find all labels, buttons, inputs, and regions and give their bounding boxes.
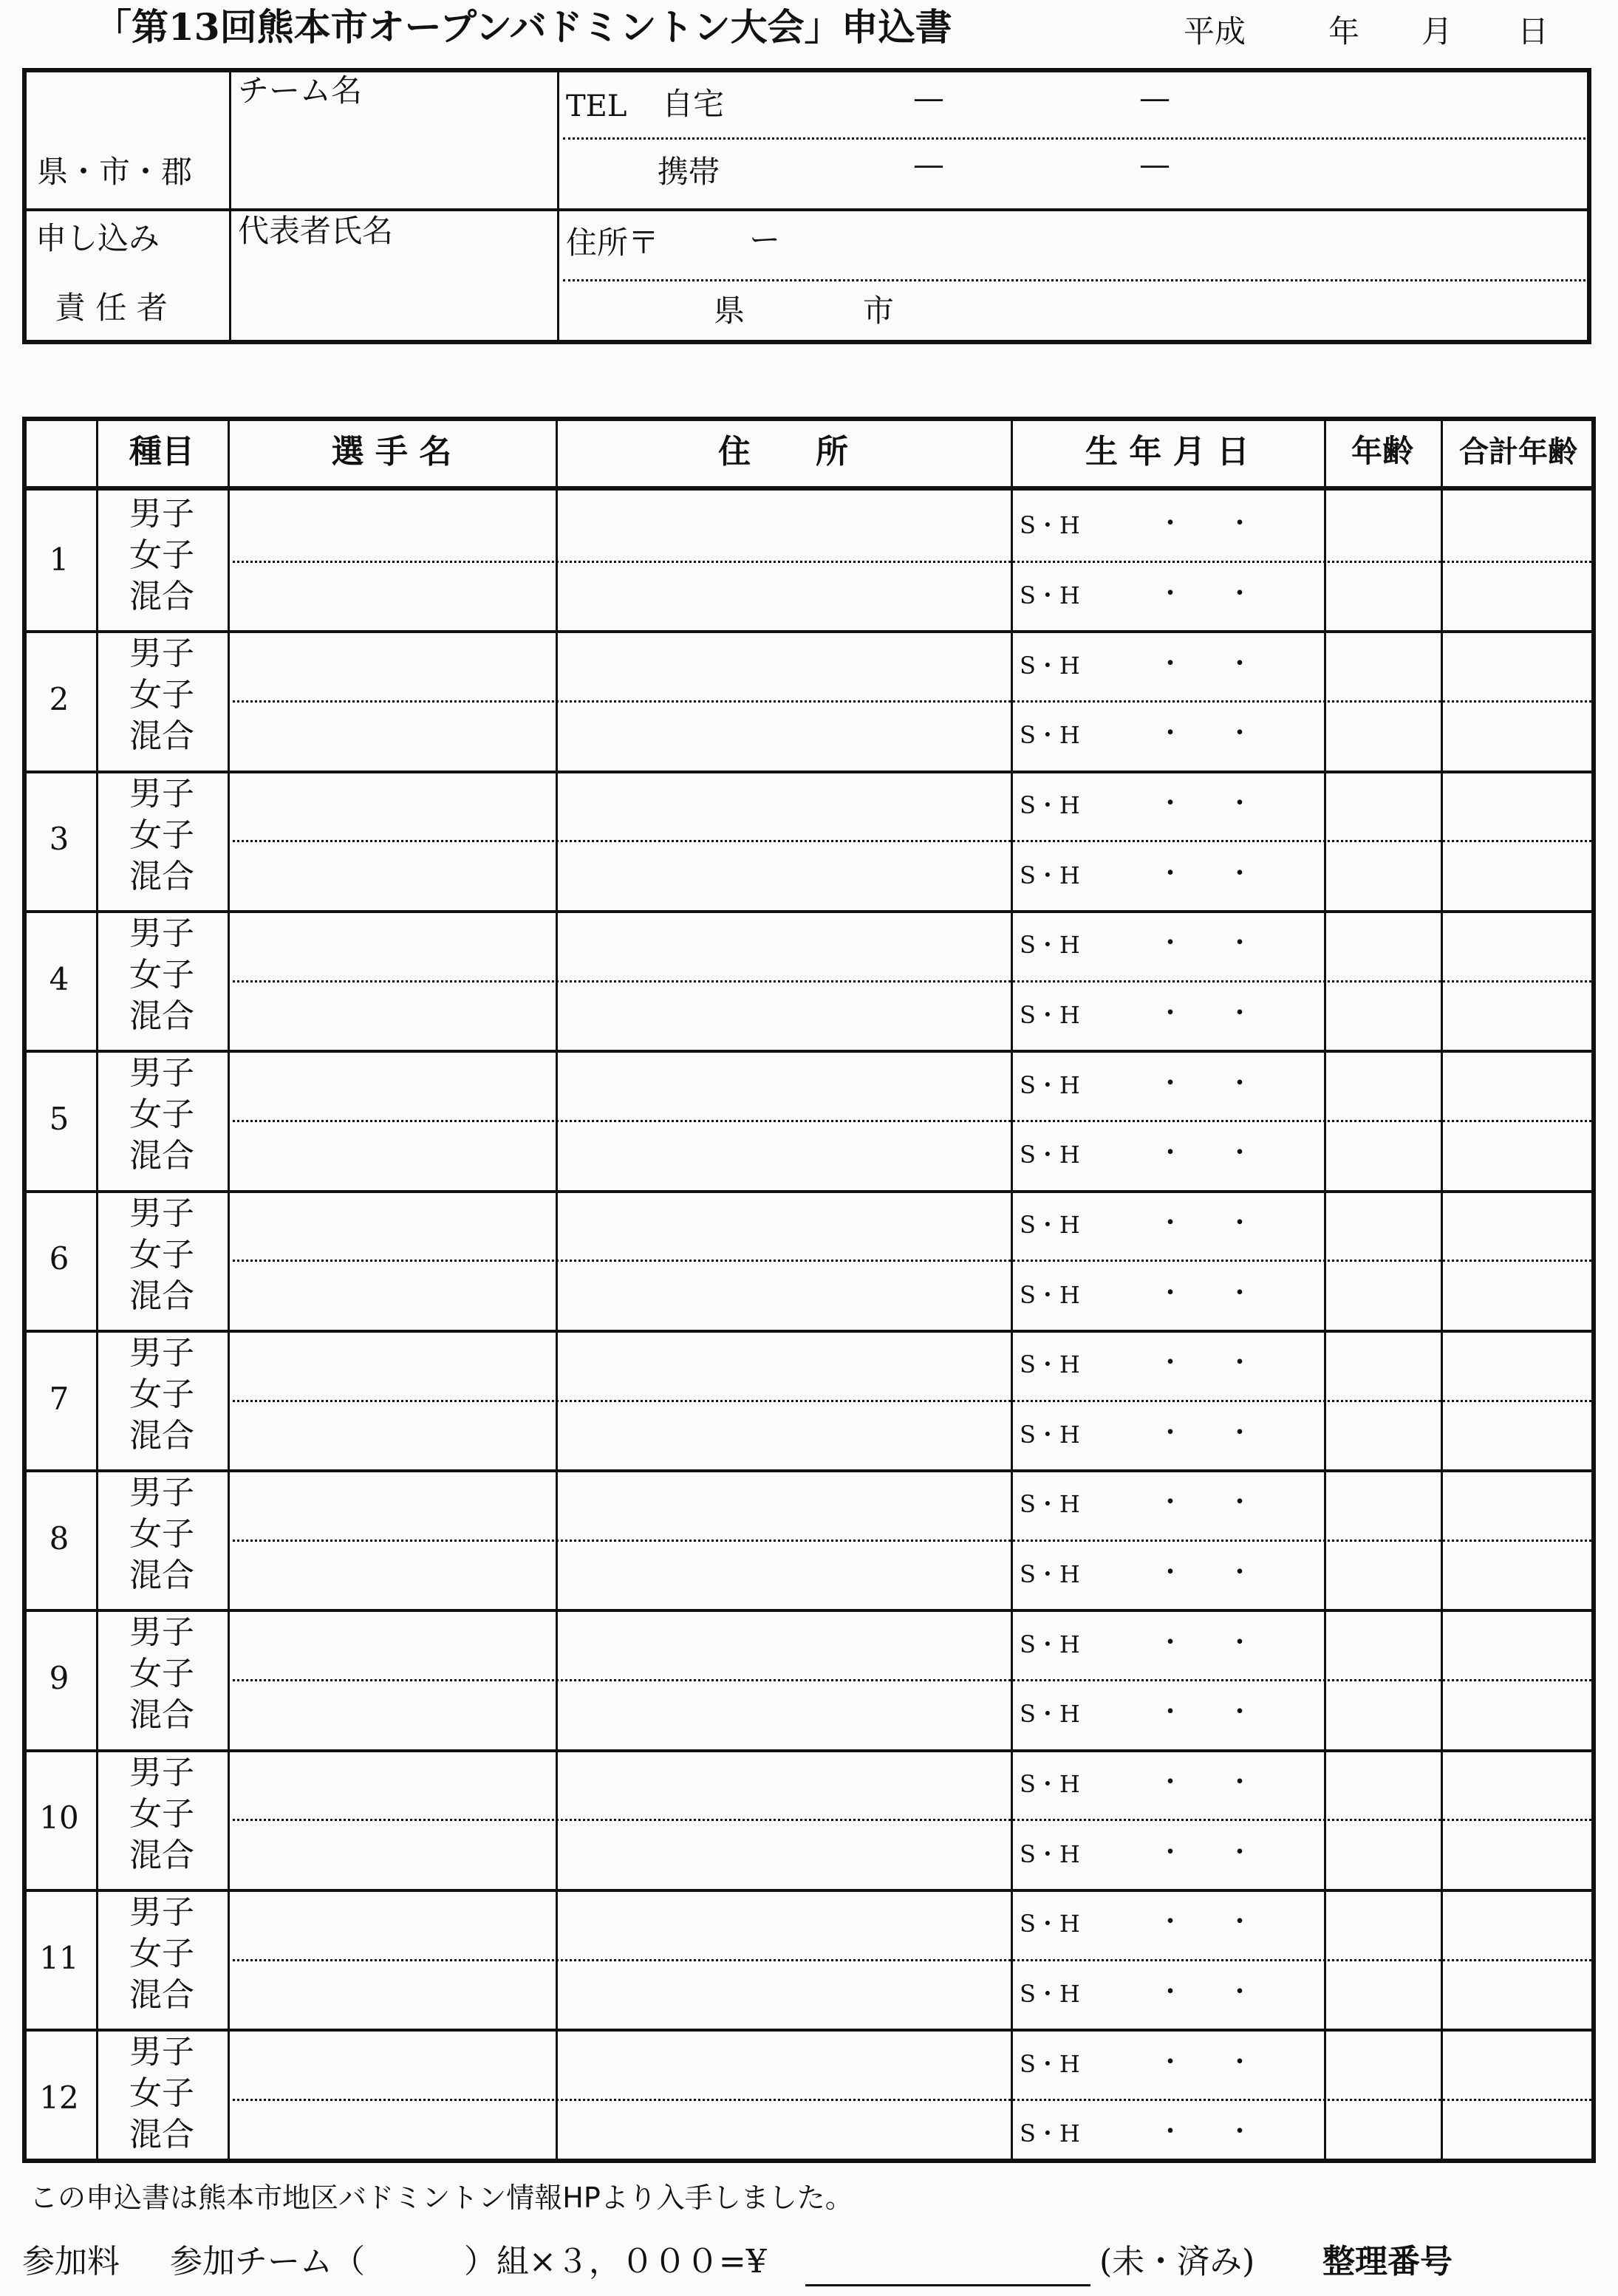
birthdate-field[interactable] xyxy=(1014,1053,1321,1117)
player-name-field[interactable] xyxy=(231,1892,553,1956)
age-field[interactable] xyxy=(1327,913,1438,977)
event-option[interactable]: 女子 xyxy=(129,2074,194,2113)
birth-date-separator: ・ xyxy=(1157,1697,1184,1728)
birthdate-field[interactable] xyxy=(1014,564,1321,628)
age-field[interactable] xyxy=(1327,1892,1438,1956)
player-address-field[interactable] xyxy=(559,1333,1008,1397)
birth-era: S・H xyxy=(1020,1770,1080,1798)
player-name-field[interactable] xyxy=(231,913,553,977)
birth-date-separator: ・ xyxy=(1226,858,1254,889)
birth-date-separator: ・ xyxy=(1226,1277,1254,1308)
birth-date-separator: ・ xyxy=(1157,1417,1184,1448)
birthdate-field[interactable] xyxy=(1014,1612,1321,1676)
birth-date-separator: ・ xyxy=(1157,718,1184,749)
player-address-field[interactable] xyxy=(559,1612,1008,1676)
header-player-name: 選 手 名 xyxy=(331,433,452,471)
birthdate-field[interactable] xyxy=(1014,1752,1321,1817)
mobile-phone-dash: — xyxy=(1139,146,1170,182)
responsible-person-label: 責 任 者 xyxy=(55,290,168,326)
birthdate-field[interactable] xyxy=(1014,633,1321,697)
birth-date-separator: ・ xyxy=(1157,648,1184,679)
row-number: 12 xyxy=(39,2080,79,2116)
team-count-prefix: 参加チーム（ xyxy=(170,2243,365,2280)
age-field[interactable] xyxy=(1327,1682,1438,1746)
total-age-field[interactable] xyxy=(1444,843,1591,907)
age-field[interactable] xyxy=(1327,1053,1438,1117)
age-field[interactable] xyxy=(1327,1333,1438,1397)
birthdate-field[interactable] xyxy=(1014,1682,1321,1746)
total-age-field[interactable] xyxy=(1444,1612,1591,1676)
birth-date-separator: ・ xyxy=(1226,1417,1254,1448)
row-number: 4 xyxy=(49,960,69,997)
birthdate-field[interactable] xyxy=(1014,983,1321,1048)
event-option[interactable]: 女子 xyxy=(129,1935,194,1972)
player-name-field[interactable] xyxy=(231,983,553,1048)
player-name-field[interactable] xyxy=(231,1053,553,1117)
event-option[interactable]: 混合 xyxy=(129,2116,194,2154)
payment-status: (未・済み) xyxy=(1099,2243,1255,2280)
home-phone-label: 自宅 xyxy=(662,86,725,122)
birth-era: S・H xyxy=(1020,1420,1080,1449)
birth-date-separator: ・ xyxy=(1157,1277,1184,1308)
total-age-field[interactable] xyxy=(1444,2032,1591,2096)
event-option[interactable]: 混合 xyxy=(129,1976,194,2014)
player-name-field[interactable] xyxy=(231,1682,553,1746)
applicant-label: 申し込み xyxy=(35,220,160,256)
header-address: 住 所 xyxy=(718,433,848,471)
event-option[interactable]: 男子 xyxy=(129,635,194,673)
birth-date-separator: ・ xyxy=(1226,1697,1254,1728)
player-address-field[interactable] xyxy=(559,1472,1008,1537)
player-address-field[interactable] xyxy=(559,1892,1008,1956)
birth-era: S・H xyxy=(1020,2049,1080,2078)
row-number: 7 xyxy=(49,1380,69,1417)
player-address-field[interactable] xyxy=(559,843,1008,907)
player-name-field[interactable] xyxy=(231,1822,553,1886)
event-option[interactable]: 男子 xyxy=(129,1333,194,1372)
age-field[interactable] xyxy=(1327,1403,1438,1467)
birth-date-separator: ・ xyxy=(1157,1487,1184,1518)
player-address-field[interactable] xyxy=(559,1752,1008,1817)
home-phone-dash: — xyxy=(913,80,944,116)
row-number: 8 xyxy=(49,1520,69,1557)
birth-date-separator: ・ xyxy=(1157,1767,1184,1797)
player-address-field[interactable] xyxy=(559,1123,1008,1187)
age-field[interactable] xyxy=(1327,1542,1438,1607)
representative-name-label: 代表者氏名 xyxy=(238,213,394,249)
header-total-age: 合計年齢 xyxy=(1459,434,1577,469)
birth-date-separator: ・ xyxy=(1157,1067,1184,1099)
row-number: 11 xyxy=(39,1939,79,1976)
event-option[interactable]: 女子 xyxy=(129,1235,194,1274)
birth-era: S・H xyxy=(1020,1210,1080,1239)
player-address-field[interactable] xyxy=(559,1403,1008,1467)
total-age-field[interactable] xyxy=(1444,1542,1591,1607)
player-address-field[interactable] xyxy=(559,1193,1008,1257)
player-address-field[interactable] xyxy=(559,1822,1008,1886)
source-note: この申込書は熊本市地区バドミントン情報HPより入手しました。 xyxy=(30,2181,853,2214)
birth-era: S・H xyxy=(1020,2119,1080,2148)
region-label: 県・市・郡 xyxy=(37,154,193,190)
player-address-field[interactable] xyxy=(559,633,1008,697)
player-address-field[interactable] xyxy=(559,1542,1008,1607)
birth-date-separator: ・ xyxy=(1226,1557,1254,1588)
total-age-field[interactable] xyxy=(1444,1263,1591,1327)
birth-date-separator: ・ xyxy=(1226,1067,1254,1099)
birth-date-separator: ・ xyxy=(1226,1347,1254,1378)
row-number: 10 xyxy=(39,1800,79,1837)
birth-era: S・H xyxy=(1020,1630,1080,1658)
tel-label: TEL xyxy=(566,89,627,123)
birthdate-field[interactable] xyxy=(1014,1123,1321,1187)
age-field[interactable] xyxy=(1327,2032,1438,2096)
birthdate-field[interactable] xyxy=(1014,1542,1321,1607)
birth-era: S・H xyxy=(1020,1350,1080,1379)
birth-date-separator: ・ xyxy=(1226,1907,1254,1938)
birth-date-separator: ・ xyxy=(1226,1207,1254,1238)
player-name-field[interactable] xyxy=(231,1752,553,1817)
serial-number-label: 整理番号 xyxy=(1322,2243,1453,2280)
fee-amount-field[interactable] xyxy=(813,2241,1086,2283)
event-option[interactable]: 混合 xyxy=(129,1277,194,1315)
player-name-field[interactable] xyxy=(231,1263,553,1327)
event-option[interactable]: 女子 xyxy=(129,676,194,714)
player-address-field[interactable] xyxy=(559,913,1008,977)
birthdate-field[interactable] xyxy=(1014,1472,1321,1537)
event-option[interactable]: 混合 xyxy=(129,1557,194,1595)
player-name-field[interactable] xyxy=(231,843,553,907)
birth-date-separator: ・ xyxy=(1226,928,1254,959)
birth-date-separator: ・ xyxy=(1157,1977,1184,2007)
player-address-field[interactable] xyxy=(559,773,1008,838)
player-name-field[interactable] xyxy=(231,703,553,768)
player-name-field[interactable] xyxy=(231,633,553,697)
player-address-field[interactable] xyxy=(559,2032,1008,2096)
date-day: 日 xyxy=(1518,13,1549,49)
event-option[interactable]: 女子 xyxy=(129,816,194,854)
fee-formula: ）組×３，０００=¥ xyxy=(464,2243,767,2280)
player-address-field[interactable] xyxy=(559,2102,1008,2166)
team-name-label: チーム名 xyxy=(238,72,363,109)
birth-date-separator: ・ xyxy=(1157,508,1184,539)
age-field[interactable] xyxy=(1327,703,1438,768)
birth-era: S・H xyxy=(1020,1980,1080,2008)
birth-date-separator: ・ xyxy=(1226,997,1254,1028)
row-number: 2 xyxy=(49,680,69,717)
total-age-field[interactable] xyxy=(1444,1822,1591,1886)
birth-date-separator: ・ xyxy=(1157,1138,1184,1169)
birth-date-separator: ・ xyxy=(1157,858,1184,889)
header-birthdate: 生 年 月 日 xyxy=(1085,433,1249,471)
total-age-field[interactable] xyxy=(1444,1472,1591,1537)
address-field[interactable] xyxy=(566,285,1583,338)
row-number: 5 xyxy=(49,1100,69,1137)
player-address-field[interactable] xyxy=(559,564,1008,628)
birth-date-separator: ・ xyxy=(1226,1767,1254,1797)
player-name-field[interactable] xyxy=(231,564,553,628)
player-name-field[interactable] xyxy=(231,1962,553,2026)
birth-date-separator: ・ xyxy=(1157,1557,1184,1588)
birth-era: S・H xyxy=(1020,1490,1080,1519)
birth-era: S・H xyxy=(1020,721,1080,750)
event-option[interactable]: 混合 xyxy=(129,717,194,756)
mobile-phone-dash: — xyxy=(913,146,944,182)
birth-date-separator: ・ xyxy=(1226,718,1254,749)
birth-date-separator: ・ xyxy=(1226,2046,1254,2077)
total-age-field[interactable] xyxy=(1444,1892,1591,1956)
total-age-field[interactable] xyxy=(1444,1682,1591,1746)
row-number: 3 xyxy=(49,821,69,858)
age-field[interactable] xyxy=(1327,1962,1438,2026)
total-age-field[interactable] xyxy=(1444,703,1591,768)
total-age-field[interactable] xyxy=(1444,913,1591,977)
fee-label: 参加料 xyxy=(22,2243,120,2280)
event-option[interactable]: 男子 xyxy=(129,1194,194,1232)
row-number: 1 xyxy=(49,541,69,578)
event-option[interactable]: 男子 xyxy=(129,2033,194,2071)
header-age: 年齢 xyxy=(1351,433,1413,469)
player-name-field[interactable] xyxy=(231,2102,553,2166)
birthdate-field[interactable] xyxy=(1014,1962,1321,2026)
row-number: 6 xyxy=(49,1240,69,1277)
mobile-phone-field[interactable] xyxy=(739,145,1581,201)
player-name-field[interactable] xyxy=(231,773,553,838)
total-age-field[interactable] xyxy=(1444,1403,1591,1467)
birth-date-separator: ・ xyxy=(1157,2046,1184,2077)
team-count-field[interactable] xyxy=(393,2241,467,2283)
age-field[interactable] xyxy=(1327,983,1438,1048)
birth-date-separator: ・ xyxy=(1226,578,1254,609)
age-field[interactable] xyxy=(1327,564,1438,628)
player-address-field[interactable] xyxy=(559,703,1008,768)
total-age-field[interactable] xyxy=(1444,1333,1591,1397)
representative-name-field[interactable] xyxy=(235,259,553,338)
birthdate-field[interactable] xyxy=(1014,493,1321,558)
event-option[interactable]: 女子 xyxy=(129,1096,194,1134)
birth-era: S・H xyxy=(1020,1839,1080,1868)
event-option[interactable]: 男子 xyxy=(129,1613,194,1652)
event-option[interactable]: 男子 xyxy=(129,1753,194,1791)
mobile-phone-label: 携帯 xyxy=(658,154,720,190)
address-label: 住所〒 xyxy=(566,225,660,261)
event-option[interactable]: 女子 xyxy=(129,1375,194,1413)
birth-date-separator: ・ xyxy=(1226,1627,1254,1658)
player-address-field[interactable] xyxy=(559,1263,1008,1327)
birth-date-separator: ・ xyxy=(1157,1837,1184,1868)
age-field[interactable] xyxy=(1327,1472,1438,1537)
birth-era: S・H xyxy=(1020,1280,1080,1309)
header-event: 種目 xyxy=(129,433,194,471)
birth-date-separator: ・ xyxy=(1157,787,1184,819)
event-option[interactable]: 混合 xyxy=(129,997,194,1035)
player-name-field[interactable] xyxy=(231,1542,553,1607)
total-age-field[interactable] xyxy=(1444,2102,1591,2166)
age-field[interactable] xyxy=(1327,773,1438,838)
age-field[interactable] xyxy=(1327,1752,1438,1817)
player-address-field[interactable] xyxy=(559,1053,1008,1117)
age-field[interactable] xyxy=(1327,2102,1438,2166)
player-name-field[interactable] xyxy=(231,1123,553,1187)
birth-date-separator: ・ xyxy=(1157,1347,1184,1378)
age-field[interactable] xyxy=(1327,1822,1438,1886)
event-option[interactable]: 男子 xyxy=(129,774,194,813)
age-field[interactable] xyxy=(1327,1263,1438,1327)
event-option[interactable]: 女子 xyxy=(129,1655,194,1693)
postal-dash: ー xyxy=(749,222,781,258)
birth-date-separator: ・ xyxy=(1226,1138,1254,1169)
event-option[interactable]: 混合 xyxy=(129,1696,194,1735)
birth-era: S・H xyxy=(1020,1070,1080,1099)
total-age-field[interactable] xyxy=(1444,1193,1591,1257)
player-name-field[interactable] xyxy=(231,1333,553,1397)
birthdate-field[interactable] xyxy=(1014,1822,1321,1886)
birth-date-separator: ・ xyxy=(1226,787,1254,819)
birth-date-separator: ・ xyxy=(1226,1837,1254,1868)
birth-era: S・H xyxy=(1020,931,1080,960)
event-option[interactable]: 女子 xyxy=(129,1794,194,1833)
date-month: 月 xyxy=(1421,13,1453,49)
birth-era: S・H xyxy=(1020,1700,1080,1729)
row-number: 9 xyxy=(49,1660,69,1697)
birth-era: S・H xyxy=(1020,1910,1080,1938)
date-era: 平成 xyxy=(1184,13,1246,49)
birthdate-field[interactable] xyxy=(1014,2032,1321,2096)
total-age-field[interactable] xyxy=(1444,773,1591,838)
birth-date-separator: ・ xyxy=(1226,1487,1254,1518)
birth-era: S・H xyxy=(1020,581,1080,609)
birth-date-separator: ・ xyxy=(1157,928,1184,959)
event-option[interactable]: 女子 xyxy=(129,955,194,994)
event-option[interactable]: 混合 xyxy=(129,857,194,895)
event-option[interactable]: 男子 xyxy=(129,1474,194,1512)
city-label: 市 xyxy=(863,293,895,329)
player-address-field[interactable] xyxy=(559,983,1008,1048)
home-phone-field[interactable] xyxy=(739,81,1581,131)
age-field[interactable] xyxy=(1327,1123,1438,1187)
birth-date-separator: ・ xyxy=(1157,1907,1184,1938)
birth-date-separator: ・ xyxy=(1226,1977,1254,2007)
event-option[interactable]: 混合 xyxy=(129,578,194,615)
total-age-field[interactable] xyxy=(1444,1962,1591,2026)
total-age-field[interactable] xyxy=(1444,1123,1591,1187)
postal-code-field[interactable] xyxy=(680,219,1581,272)
birth-date-separator: ・ xyxy=(1157,997,1184,1028)
event-option[interactable]: 男子 xyxy=(129,1893,194,1931)
birth-date-separator: ・ xyxy=(1226,2116,1254,2148)
birth-era: S・H xyxy=(1020,861,1080,889)
event-option[interactable]: 男子 xyxy=(129,1054,194,1093)
total-age-field[interactable] xyxy=(1444,1752,1591,1817)
player-address-field[interactable] xyxy=(559,1682,1008,1746)
birthdate-field[interactable] xyxy=(1014,2102,1321,2166)
player-name-field[interactable] xyxy=(231,1403,553,1467)
birthdate-field[interactable] xyxy=(1014,1193,1321,1257)
total-age-field[interactable] xyxy=(1444,983,1591,1048)
birthdate-field[interactable] xyxy=(1014,1892,1321,1956)
player-name-field[interactable] xyxy=(231,2032,553,2096)
prefecture-label: 県 xyxy=(714,293,745,329)
birth-date-separator: ・ xyxy=(1157,578,1184,609)
birth-date-separator: ・ xyxy=(1157,1627,1184,1658)
birth-date-separator: ・ xyxy=(1157,1207,1184,1238)
team-name-field[interactable] xyxy=(235,118,553,204)
birth-date-separator: ・ xyxy=(1226,508,1254,539)
age-field[interactable] xyxy=(1327,1193,1438,1257)
player-name-field[interactable] xyxy=(231,1472,553,1537)
birth-era: S・H xyxy=(1020,511,1080,540)
page-title: 「第13回熊本市オープンバドミントン大会」申込書 xyxy=(95,5,952,49)
player-name-field[interactable] xyxy=(231,1612,553,1676)
birth-era: S・H xyxy=(1020,1000,1080,1029)
age-field[interactable] xyxy=(1327,633,1438,697)
total-age-field[interactable] xyxy=(1444,564,1591,628)
event-option[interactable]: 混合 xyxy=(129,1137,194,1175)
player-address-field[interactable] xyxy=(559,1962,1008,2026)
event-option[interactable]: 男子 xyxy=(129,914,194,952)
event-option[interactable]: 女子 xyxy=(129,1515,194,1554)
total-age-field[interactable] xyxy=(1444,493,1591,558)
birth-era: S・H xyxy=(1020,651,1080,680)
age-field[interactable] xyxy=(1327,843,1438,907)
birthdate-field[interactable] xyxy=(1014,1333,1321,1397)
age-field[interactable] xyxy=(1327,493,1438,558)
event-option[interactable]: 男子 xyxy=(129,495,194,533)
birthdate-field[interactable] xyxy=(1014,703,1321,768)
event-option[interactable]: 女子 xyxy=(129,536,194,574)
birthdate-field[interactable] xyxy=(1014,1403,1321,1467)
birthdate-field[interactable] xyxy=(1014,913,1321,977)
total-age-field[interactable] xyxy=(1444,1053,1591,1117)
birthdate-field[interactable] xyxy=(1014,1263,1321,1327)
event-option[interactable]: 混合 xyxy=(129,1836,194,1874)
date-year: 年 xyxy=(1328,13,1360,49)
player-address-field[interactable] xyxy=(559,493,1008,558)
birth-date-separator: ・ xyxy=(1157,2116,1184,2148)
birth-era: S・H xyxy=(1020,1560,1080,1589)
player-name-field[interactable] xyxy=(231,1193,553,1257)
player-name-field[interactable] xyxy=(231,493,553,558)
age-field[interactable] xyxy=(1327,1612,1438,1676)
birth-era: S・H xyxy=(1020,1141,1080,1169)
event-option[interactable]: 混合 xyxy=(129,1416,194,1455)
birthdate-field[interactable] xyxy=(1014,843,1321,907)
birth-era: S・H xyxy=(1020,790,1080,819)
birthdate-field[interactable] xyxy=(1014,773,1321,838)
home-phone-dash: — xyxy=(1139,80,1170,116)
total-age-field[interactable] xyxy=(1444,633,1591,697)
birth-date-separator: ・ xyxy=(1226,648,1254,679)
